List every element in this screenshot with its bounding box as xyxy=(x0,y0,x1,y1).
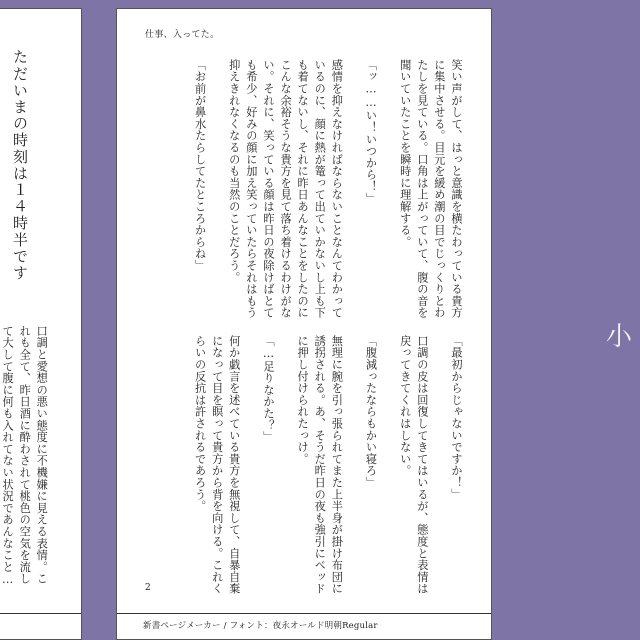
left-page-footer-rule xyxy=(0,613,81,614)
page-footer: 新書ページメーカー / フォント：夜永オールド明朝Regular xyxy=(143,621,378,631)
upper-text-block: 笑い声がして、はっと意識を横たわっている貴方 に集中させる。目元を緩め潮の目でじっくりとわ たしを見ている。口角は上がっていて、腹の音を 聞いていたことを瞬時に理解する。 「ッ……い！いつから！」 感情を抑えなければならないことなんてわかって いるのに、顔に熱が篭って出ていかないし上も下 も着てないし、それに昨日あんなことをしたのに こんな余裕そうな貴方を見て落ち着けるわけがな い。それに、笑っている顔は昨日の夜除けばとて も希少、好みの顔に加え笑っていたらそれはもう 抑えきれなくなるのも当然のことだろう。 「お前が鼻水たらしてたところからね」 xyxy=(193,59,463,319)
left-page-body: 口調と愛想の悪い態度に不機嫌に見える表情。こ れも全て、昨日酒に酔わされて桃色の空気を流し て大して腹に何も入れてない状況であんなこと… xyxy=(1,325,49,587)
left-page xyxy=(0,8,82,640)
main-page xyxy=(116,8,492,640)
lower-text-block: 「最初からじゃないですか！」 口調の皮は回復してきてはいるが、態度と表情は 戻ってきてくれはしない。 「腹減ったならもかい寝ろ」 無理に腕を引っ張られてまた上半身が掛け布団に 誘拐される。あ、そうだ昨日の夜も強引にベッド に押し付けられたっけ。 「…足りなかた？」 何か戯言を述べている貴方を無視して、自暴自棄 になって目を瞑って貴方から背を向ける。これく らいの反抗は許されるであろう。 xyxy=(193,335,463,595)
left-page-title: ただいまの時刻は１４時半です xyxy=(11,49,29,282)
page-header: 仕事、入ってた。 xyxy=(145,30,220,40)
footer-rule xyxy=(117,613,491,614)
page-number: 2 xyxy=(145,583,151,593)
right-page-title-fragment: 小 xyxy=(606,322,633,352)
